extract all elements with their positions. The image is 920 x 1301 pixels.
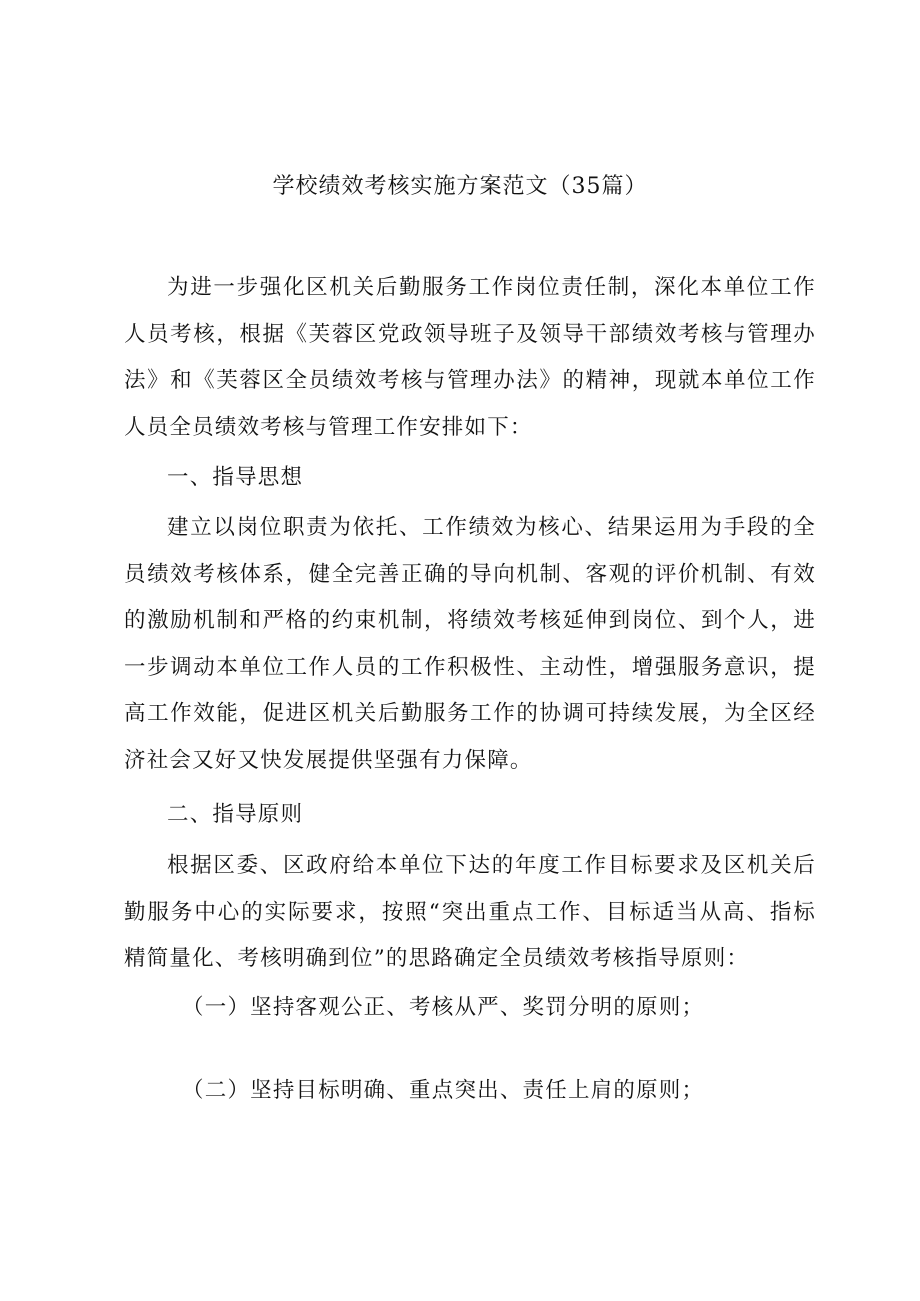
guiding-principles-paragraph: 根据区委、区政府给本单位下达的年度工作目标要求及区机关后勤服务中心的实际要求，按照“突出重点工作、目标适当从高、指标精简量化、考核明确到位”的思路确定全员绩效考核指导原则：: [124, 853, 816, 971]
principle-item-1: （一）坚持客观公正、考核从严、奖罚分明的原则；: [182, 995, 705, 1020]
section-heading-guiding-thought: 一、指导思想: [167, 465, 304, 490]
guiding-thought-paragraph: 建立以岗位职责为依托、工作绩效为核心、结果运用为手段的全员绩效考核体系，健全完善正确的导向机制、客观的评价机制、有效的激励机制和严格的约束机制，将绩效考核延伸到岗位、到个人，进一步调动本单位工作人员的工作积极性、主动性，增强服务意识，提高工作效能，促进区机关后勤服务工作的协调可持续发展，为全区经济社会又好又快发展提供坚强有力保障。: [124, 515, 816, 773]
document-title: 学校绩效考核实施方案范文（35篇）: [272, 174, 648, 199]
intro-paragraph: 为进一步强化区机关后勤服务工作岗位责任制，深化本单位工作人员考核，根据《芙蓉区党政领导班子及领导干部绩效考核与管理办法》和《芙蓉区全员绩效考核与管理办法》的精神，现就本单位工作人员全员绩效考核与管理工作安排如下：: [124, 275, 816, 440]
principle-item-2: （二）坚持目标明确、重点突出、责任上肩的原则；: [182, 1078, 705, 1103]
section-heading-guiding-principles: 二、指导原则: [167, 802, 304, 827]
